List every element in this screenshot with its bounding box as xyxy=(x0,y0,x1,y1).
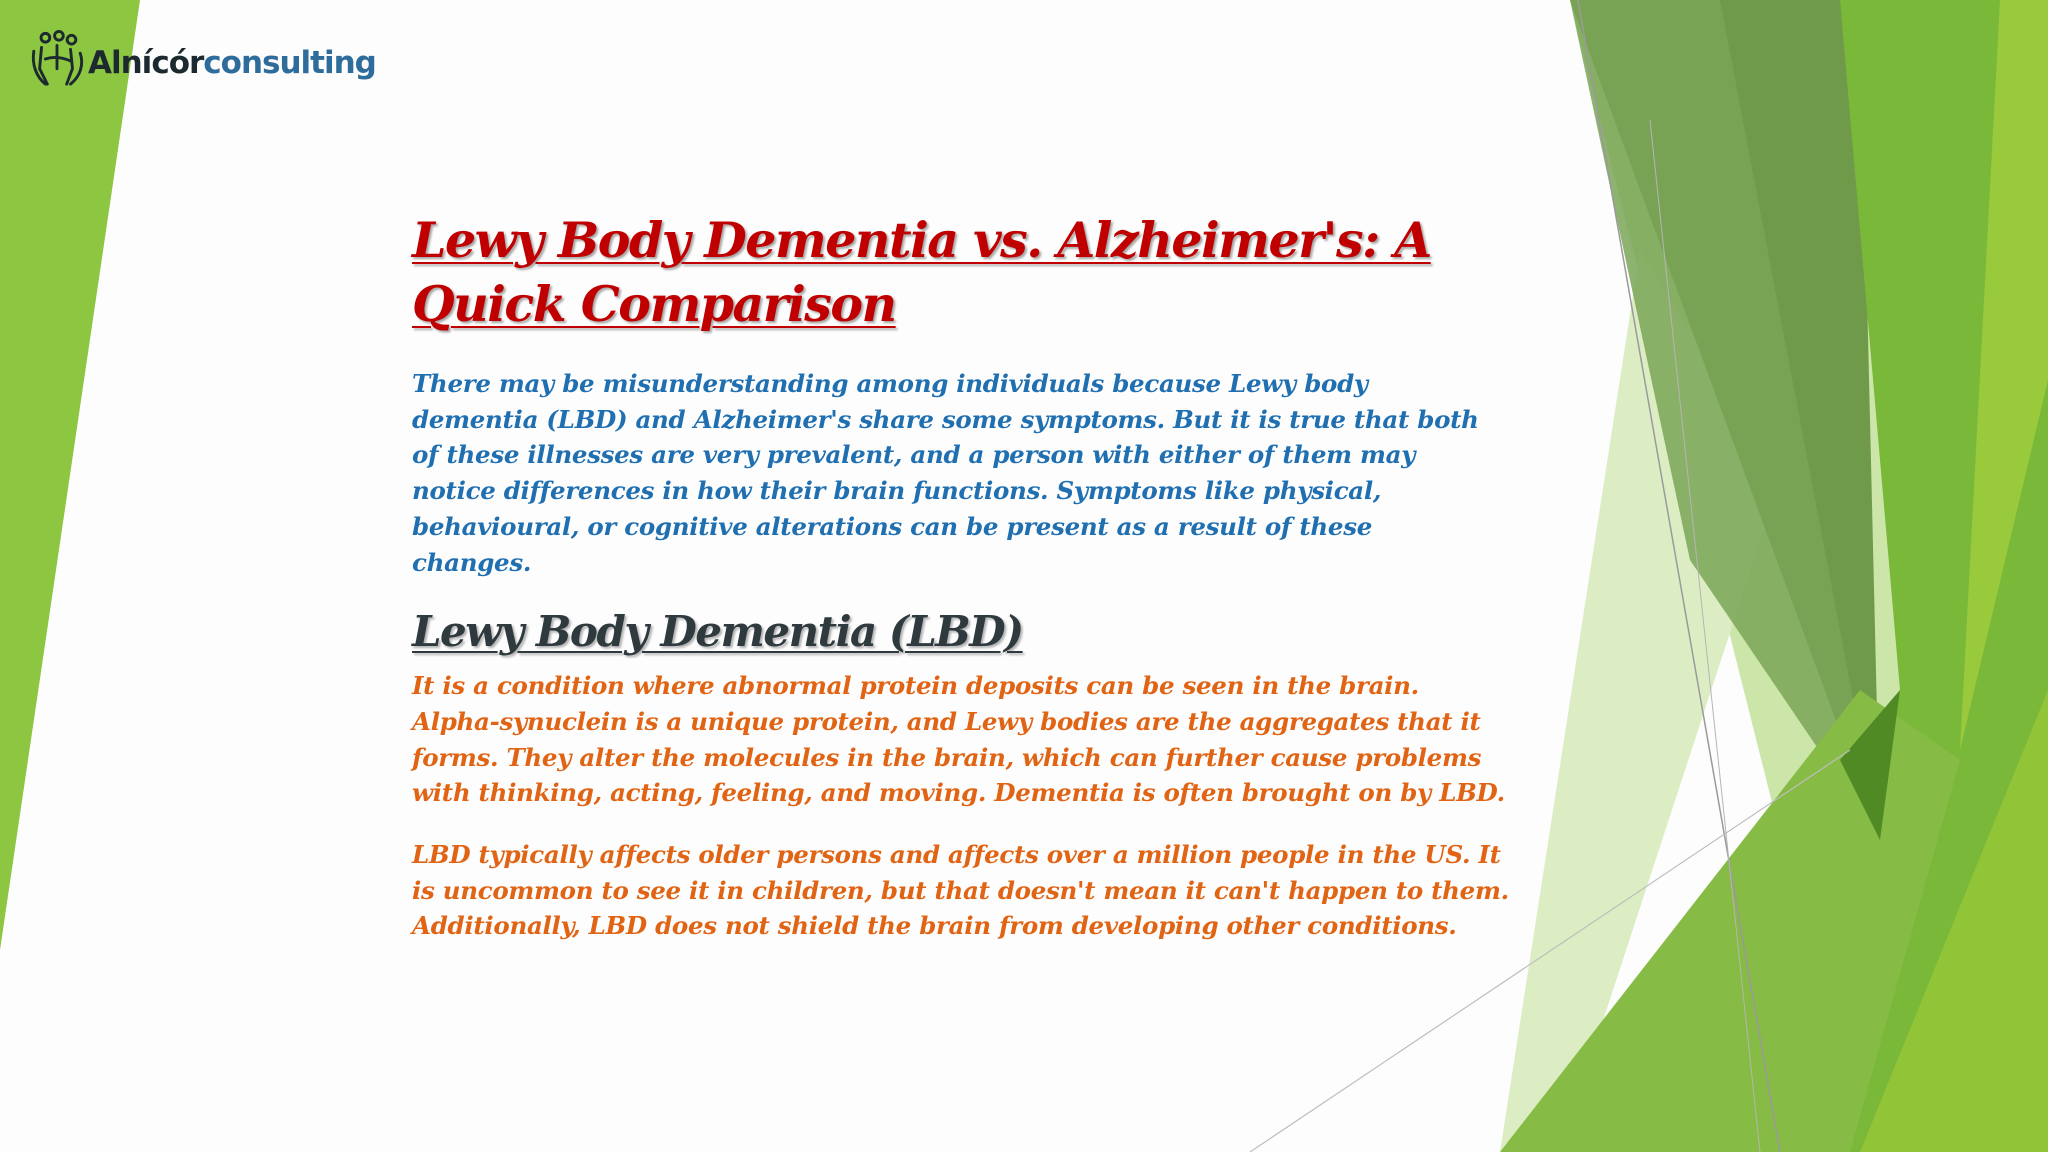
brand-name xyxy=(88,45,376,81)
section-paragraph-1: It is a condition where abnormal protein deposits can be seen in the brain. Alpha-synuclein is a unique protein, and Lewy bodies are the aggregates that it forms. They alter the molecules in the brain, which can further cause problems with thinking, acting, feeling, and moving. Dementia is often brought on by LBD. xyxy=(412,671,1505,808)
logo-figures-icon xyxy=(28,29,86,89)
left-green-shape xyxy=(0,0,140,950)
slide-title: Lewy Body Dementia vs. Alzheimer's: A Quick Comparison xyxy=(412,211,1431,333)
section-heading: Lewy Body Dementia (LBD) xyxy=(412,607,1023,657)
intro-paragraph: There may be misunderstanding among individuals because Lewy body dementia (LBD) and Alzheimer's share some symptoms. But it is true that both of these illnesses are very prevalent, and a person with either of them may notice differences in how their brain functions. Symptoms like physical, behavioural, or cognitive alterations can be present as a result of these changes. xyxy=(412,369,1479,577)
brand-name-part1: Alnícór xyxy=(88,45,204,81)
brand-logo[interactable] xyxy=(28,26,376,92)
slide-content xyxy=(412,208,1512,944)
brand-name-part2: consulting xyxy=(203,45,376,81)
section-paragraph-2: LBD typically affects older persons and affects over a million people in the US. It is uncommon to see it in children, but that doesn't mean it can't happen to them. Additionally, LBD does not shield the brain from developing other conditions. xyxy=(412,840,1509,941)
